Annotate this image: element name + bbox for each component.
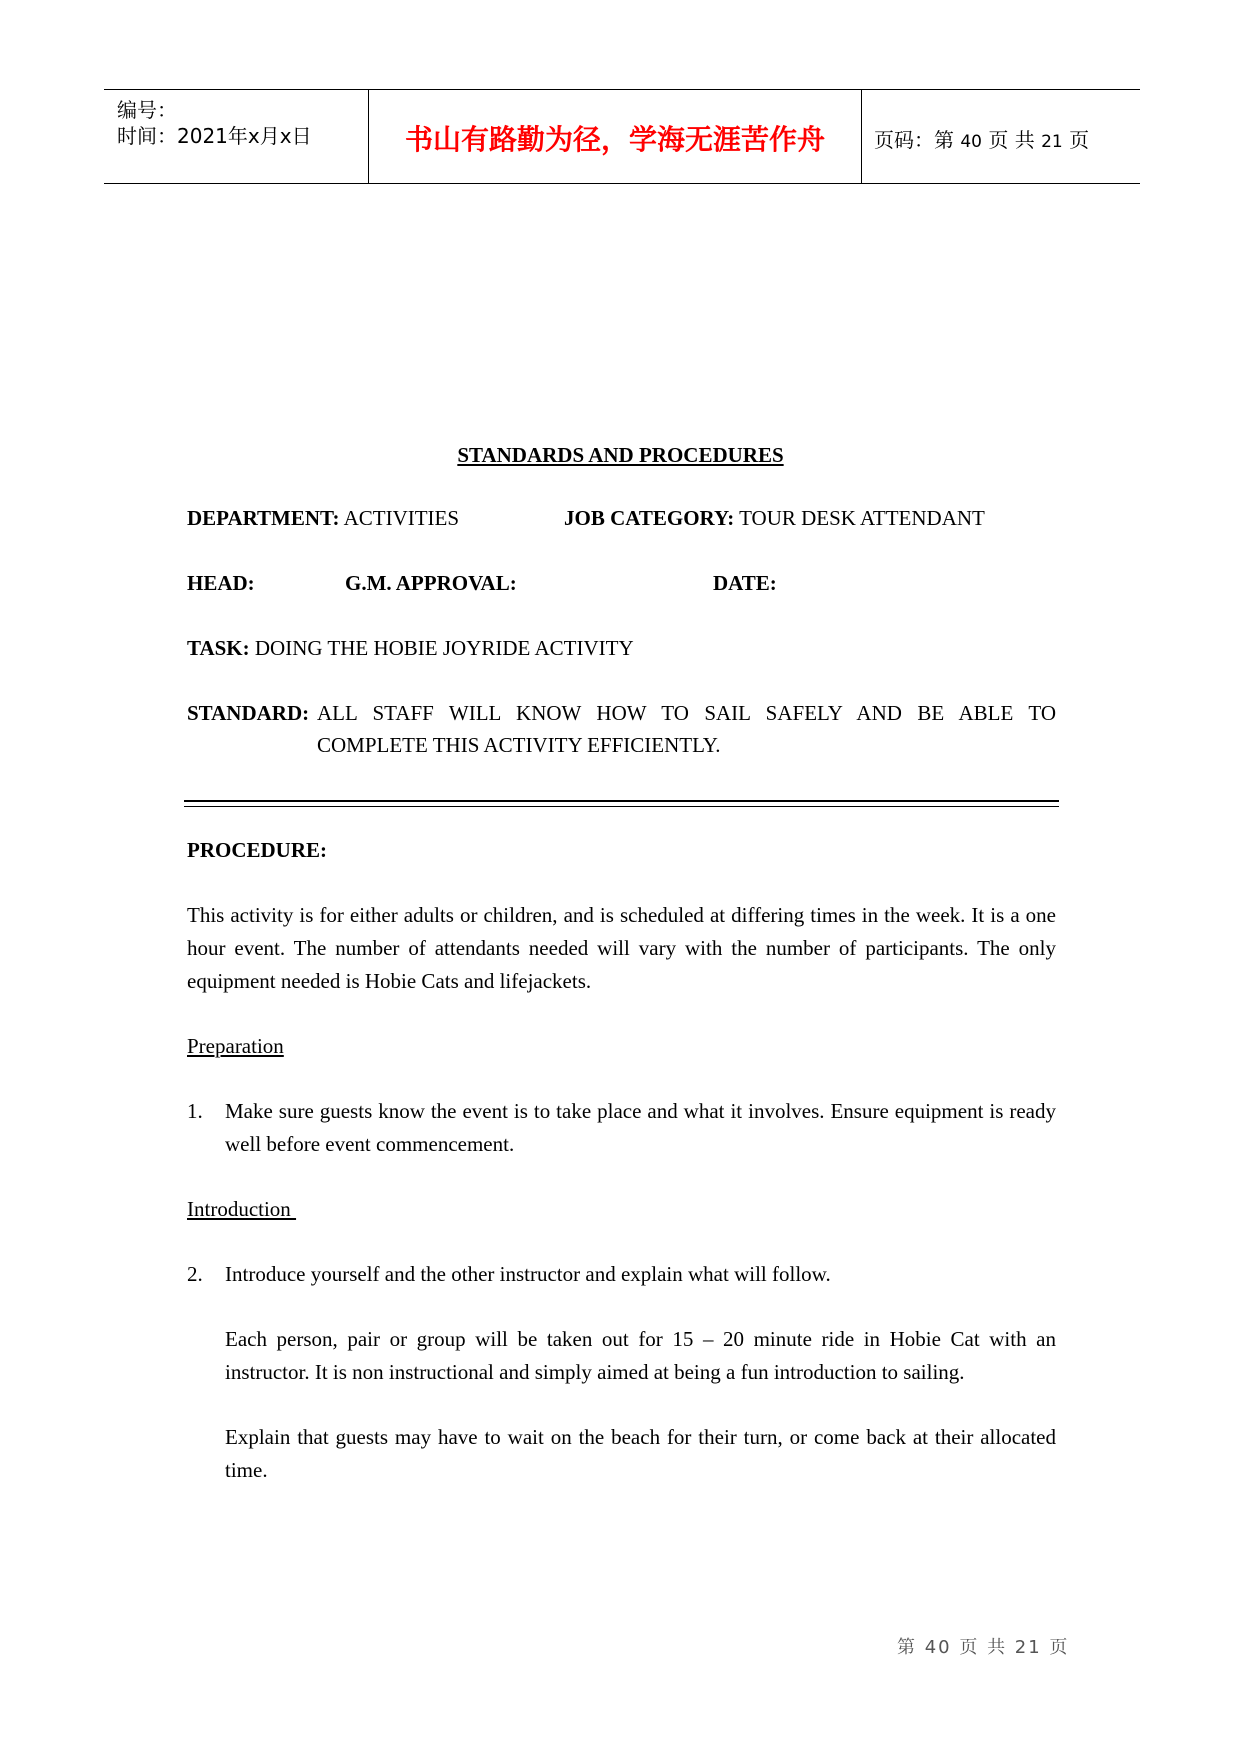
introduction-heading: Introduction xyxy=(187,1197,297,1221)
page-mid: 页 共 xyxy=(988,128,1035,152)
step-2-paragraph-3: Explain that guests may have to wait on the beach for their turn, or come back at their allocated time. xyxy=(225,1425,1056,1482)
head-label: HEAD: xyxy=(187,571,255,595)
procedure-label: PROCEDURE: xyxy=(187,838,327,862)
department-value: ACTIVITIES xyxy=(339,506,460,530)
task-label: TASK: xyxy=(187,636,250,660)
step-2-number: 2. xyxy=(187,1262,203,1286)
step-2-paragraph-2: Each person, pair or group will be taken out for 15 – 20 minute ride in Hobie Cat with an instructor. It is non instructional and simply aimed at being a fun introduction to sailing. xyxy=(225,1327,1056,1384)
page-label-prefix: 页码：第 xyxy=(874,128,954,152)
standard-label: STANDARD: xyxy=(187,701,310,725)
procedure-paragraph: This activity is for either adults or children, and is scheduled at differing times in the week. It is a one hour event. The number of attendants needed will vary with the number of participants. The only equipment needed is Hobie Cats and lifejackets. xyxy=(187,903,1056,993)
number-label: 编号： xyxy=(117,98,177,122)
section-divider xyxy=(184,800,1059,807)
standard-text-line1: ALL STAFF WILL KNOW HOW TO SAIL SAFELY AND BE ABLE TO xyxy=(317,701,1056,725)
time-label: 时间：2021年x月x日 xyxy=(117,124,312,148)
step-1-number: 1. xyxy=(187,1099,203,1123)
document-header xyxy=(104,89,1140,184)
page-current: 40 xyxy=(960,132,982,152)
header-page-cell xyxy=(862,90,1140,183)
job-category-line xyxy=(564,506,985,531)
job-category-label: JOB CATEGORY: xyxy=(564,506,735,530)
page-suffix: 页 xyxy=(1069,128,1090,152)
page-indicator xyxy=(874,124,1089,153)
header-motto-cell xyxy=(368,90,862,183)
step-1-text: Make sure guests know the event is to take place and what it involves. Ensure equipment is ready well before event commencement. xyxy=(225,1099,1056,1156)
document-title: STANDARDS AND PROCEDURES xyxy=(457,443,784,467)
page-total: 21 xyxy=(1041,132,1063,152)
header-info-cell xyxy=(104,90,368,183)
department-label: DEPARTMENT: xyxy=(187,506,340,530)
task-line xyxy=(187,636,634,661)
gm-approval-label: G.M. APPROVAL: xyxy=(345,571,517,595)
page-footer: 第 40 页 共 21 页 xyxy=(897,1637,1070,1658)
standard-text-line2: COMPLETE THIS ACTIVITY EFFICIENTLY. xyxy=(317,733,721,757)
task-value: DOING THE HOBIE JOYRIDE ACTIVITY xyxy=(249,636,634,660)
job-category-value: TOUR DESK ATTENDANT xyxy=(734,506,985,530)
department-line xyxy=(187,506,459,531)
motto-text: 书山有路勤为径，学海无涯苦作舟 xyxy=(404,123,825,156)
preparation-heading: Preparation xyxy=(187,1034,284,1058)
step-2-text: Introduce yourself and the other instructor and explain what will follow. xyxy=(225,1262,831,1286)
date-label: DATE: xyxy=(713,571,777,595)
